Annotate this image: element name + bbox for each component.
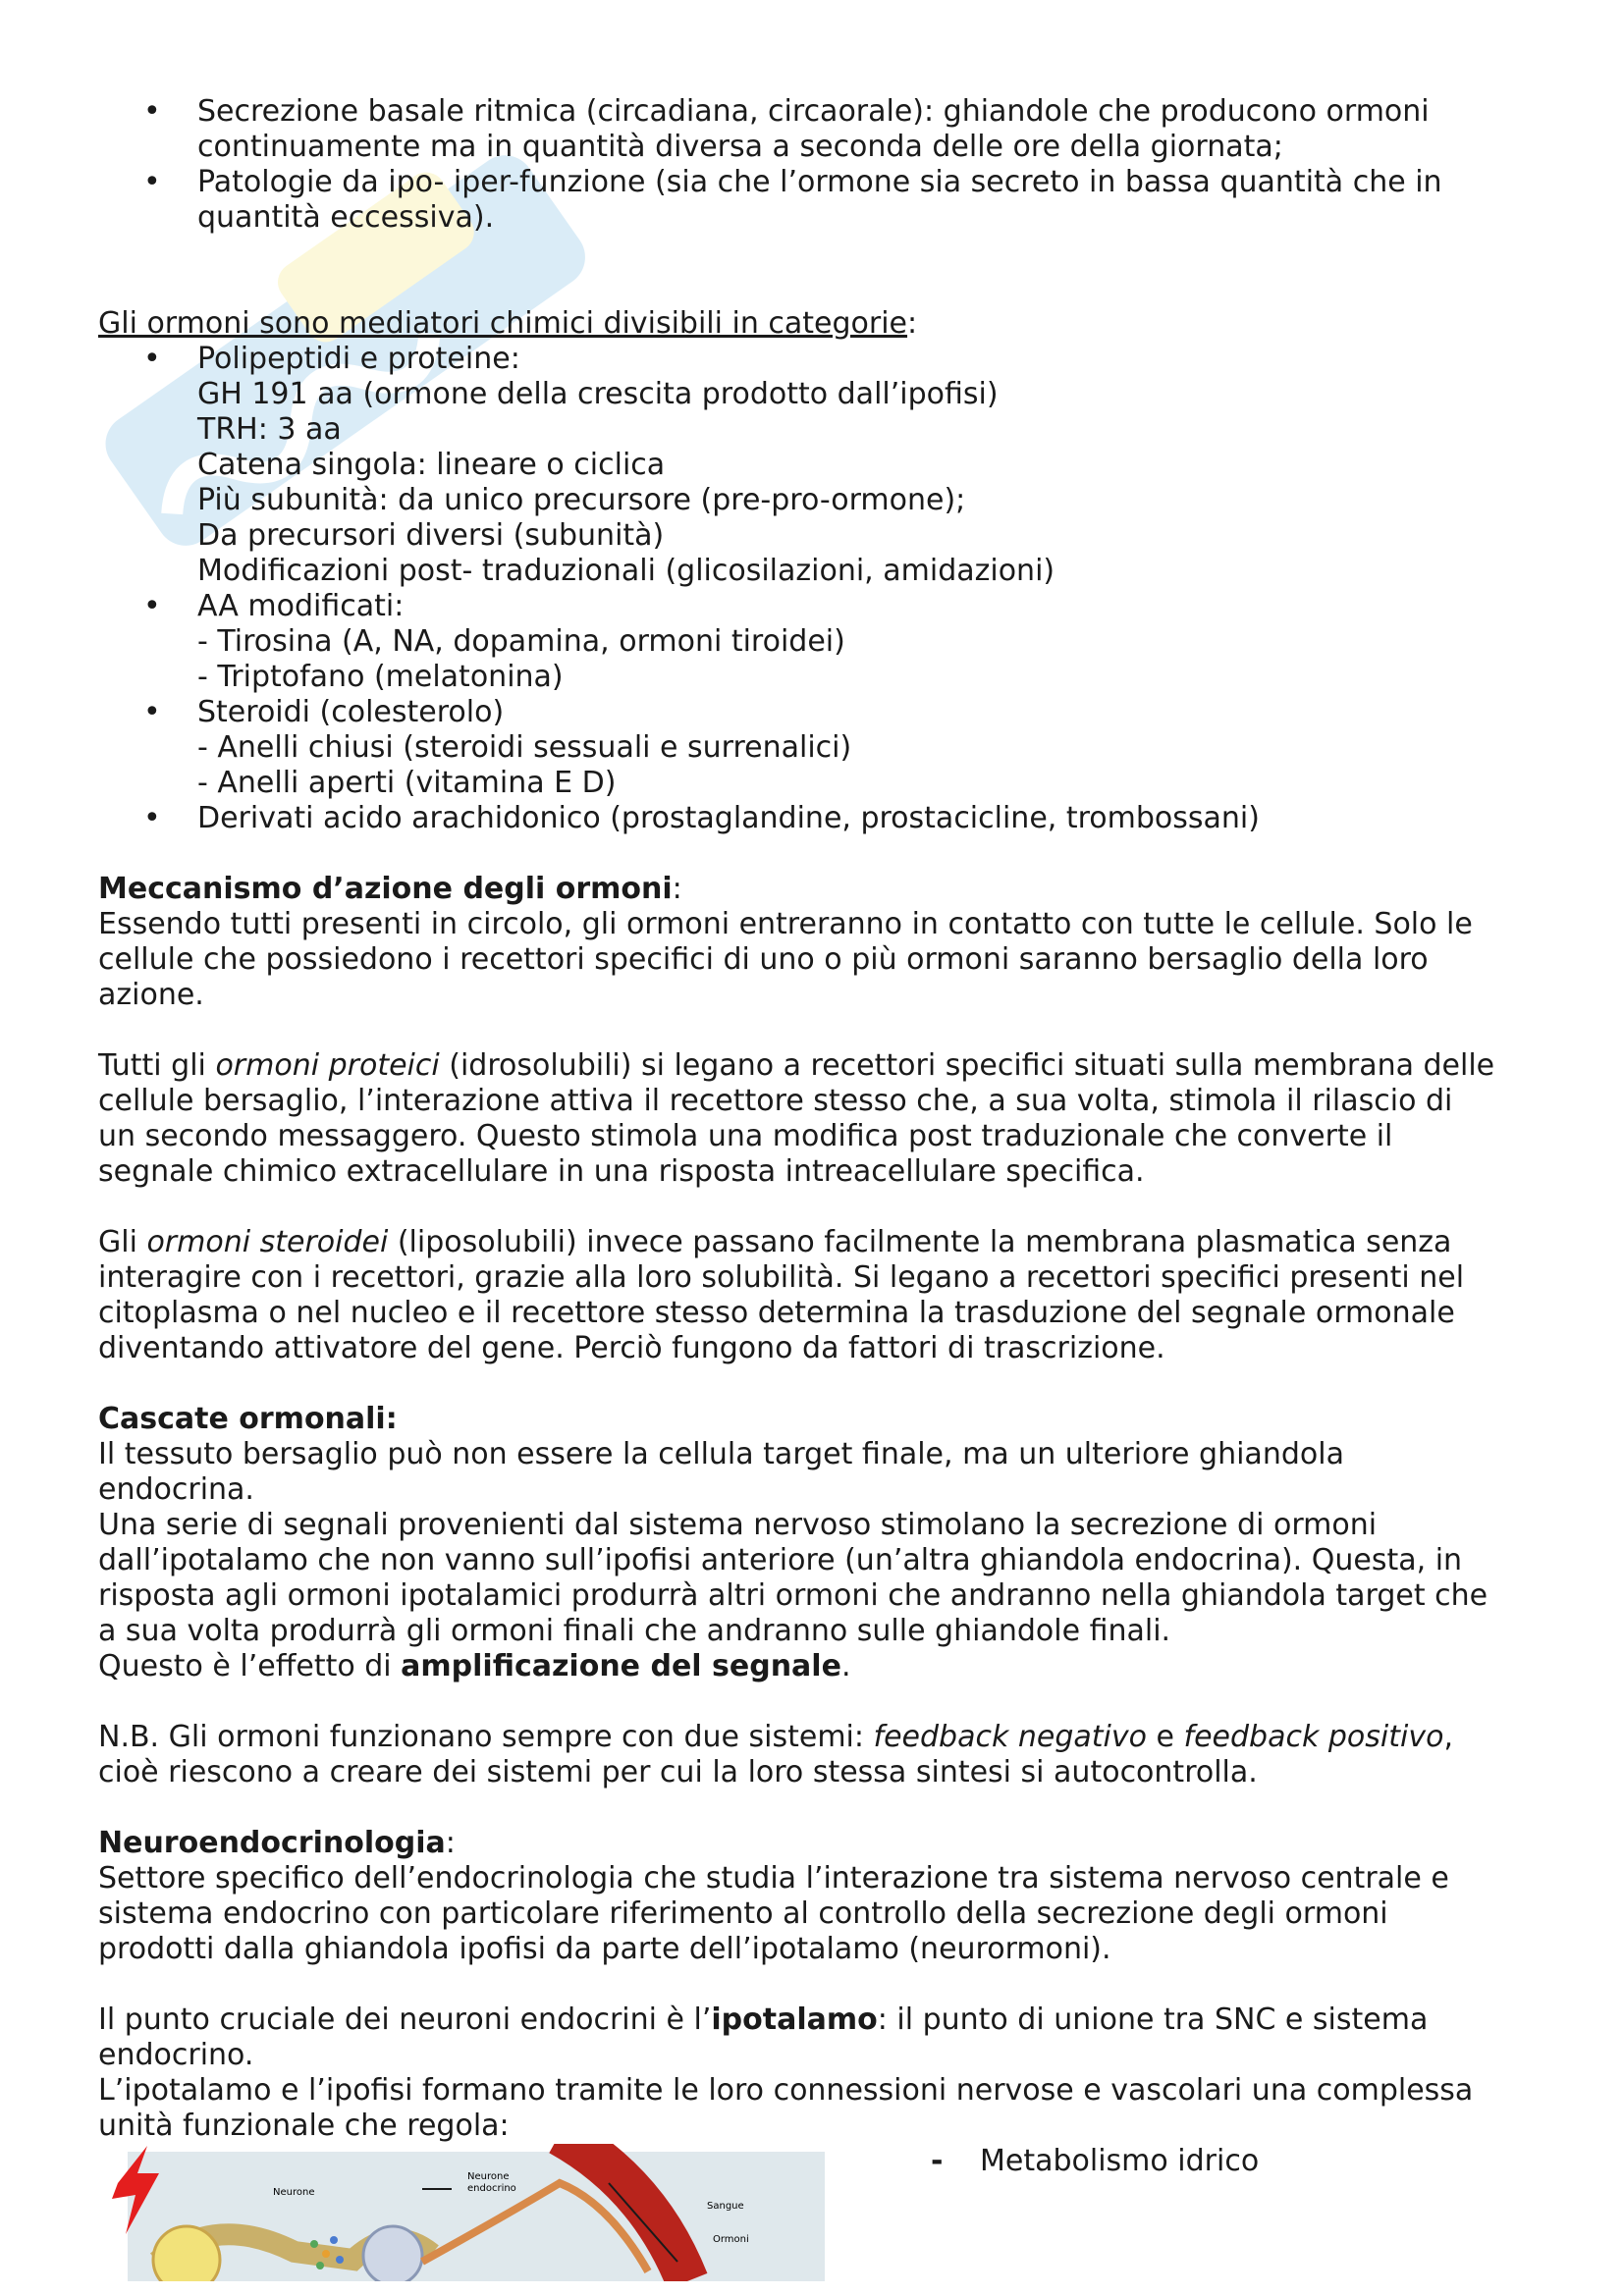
mechanism-paragraph: Essendo tutti presenti in circolo, gli ormoni entreranno in contatto con tutte le cellule. Solo le cellule che possiedono i recettori specifici di uno o più ormoni saranno bersaglio della loro azione.: [98, 907, 1473, 1012]
endocrine-neuron-body: [363, 2226, 422, 2281]
neuroendocrine-diagram: [98, 2144, 825, 2281]
neuron-body: [153, 2226, 220, 2281]
document-page: [98, 94, 1532, 2271]
list-item: • Patologie da ipo- iper-funzione (sia che l’ormone sia secreto in bassa quantità che in quantità eccessiva).: [98, 165, 1532, 236]
mechanism-heading: Meccanismo d’azione degli ormoni:: [98, 872, 682, 906]
neuroendocrinology-heading: Neuroendocrinologia:: [98, 1826, 456, 1860]
protein-hormones-paragraph: Tutti gli ormoni proteici (idrosolubili) si legano a recettori specifici situati sulla membrana delle cellule bersaglio, l’interazione attiva il recettore stesso che, a sua volta, stimola il rilascio di un secondo messaggero. Questo stimola una modifica post traduzionale che converte il segnale chimico extracellulare in una risposta intreacellulare specifica.: [98, 1048, 1495, 1189]
hypothalamus-paragraph: Il punto cruciale dei neuroni endocrini è l’ipotalamo: il punto di unione tra SNC e sistema endocrino. L’ipotalamo e l’ipofisi formano tramite le loro connessioni nervose e vascolari una complessa unità funzionale che regola:: [98, 2002, 1474, 2143]
cascades-heading: Cascate ormonali:: [98, 1402, 398, 1436]
categories-heading: Gli ormoni sono mediatori chimici divisibili in categorie:: [98, 306, 918, 341]
nb-paragraph: N.B. Gli ormoni funzionano sempre con due sistemi: feedback negativo e feedback positivo, cioè riescono a creare dei sistemi per cui la loro stessa sintesi si autocontrolla.: [98, 1720, 1453, 1789]
intro-bullet-list: [98, 94, 1532, 236]
figure-row: [98, 2144, 1532, 2271]
list-item: • AA modificati: - Tirosina (A, NA, dopamina, ormoni tiroidei) - Triptofano (melatonina): [98, 589, 1532, 695]
list-item: • Steroidi (colesterolo) - Anelli chiusi (steroidi sessuali e surrenalici) - Anelli aperti (vitamina E D): [98, 695, 1532, 801]
list-item: - Metabolismo idrico: [931, 2144, 1260, 2178]
steroid-hormones-paragraph: Gli ormoni steroidei (liposolubili) invece passano facilmente la membrana plasmatica senza interagire con i recettori, grazie alla loro solubilità. Si legano a recettori specifici presenti nel citoplasma o nel nucleo e il recettore stesso determina la trasduzione del segnale ormonale diventando attivatore del gene. Perciò fungono da fattori di trascrizione.: [98, 1225, 1465, 1365]
neuroendocrinology-paragraph: Settore specifico dell’endocrinologia che studia l’interazione tra sistema nervoso centrale e sistema endocrino con particolare riferimento al controllo della secrezione degli ormoni prodotti dalla ghiandola ipofisi da parte dell’ipotalamo (neurormoni).: [98, 1861, 1449, 1966]
list-item: • Polipeptidi e proteine: GH 191 aa (ormone della crescita prodotto dall’ipofisi) TRH: 3 aa Catena singola: lineare o ciclica Più subunità: da unico precursore (pre-pro-ormone); Da precursori diversi (subunità) Modificazioni post- traduzionali (glicosilazioni, amidazioni): [98, 342, 1532, 589]
list-item: • Secrezione basale ritmica (circadiana, circaorale): ghiandole che producono ormoni continuamente ma in quantità diversa a seconda delle ore della giornata;: [98, 94, 1532, 165]
endocrine-neuron-label-2: endocrino: [467, 2183, 516, 2194]
neuron-label: Neurone: [273, 2187, 315, 2198]
blood-label: Sangue: [707, 2201, 744, 2212]
list-item: • Derivati acido arachidonico (prostaglandine, prostacicline, trombossani): [98, 801, 1532, 836]
endocrine-neuron-label: Neurone: [467, 2171, 510, 2182]
hormones-label: Ormoni: [713, 2234, 749, 2245]
categories-list: [98, 342, 1532, 836]
cascades-paragraph: Il tessuto bersaglio può non essere la cellula target finale, ma un ulteriore ghiandola endocrina. Una serie di segnali provenienti dal sistema nervoso stimolano la secrezione di ormoni dall’ipotalamo che non vanno sull’ipofisi anteriore (un’altra ghiandola endocrina). Questa, in risposta agli ormoni ipotalamici produrrà altri ormoni che andranno nella ghiandola target che a sua volta produrrà gli ormoni finali che andranno sulle ghiandole finali. Questo è l’effetto di amplificazione del segnale.: [98, 1437, 1488, 1683]
